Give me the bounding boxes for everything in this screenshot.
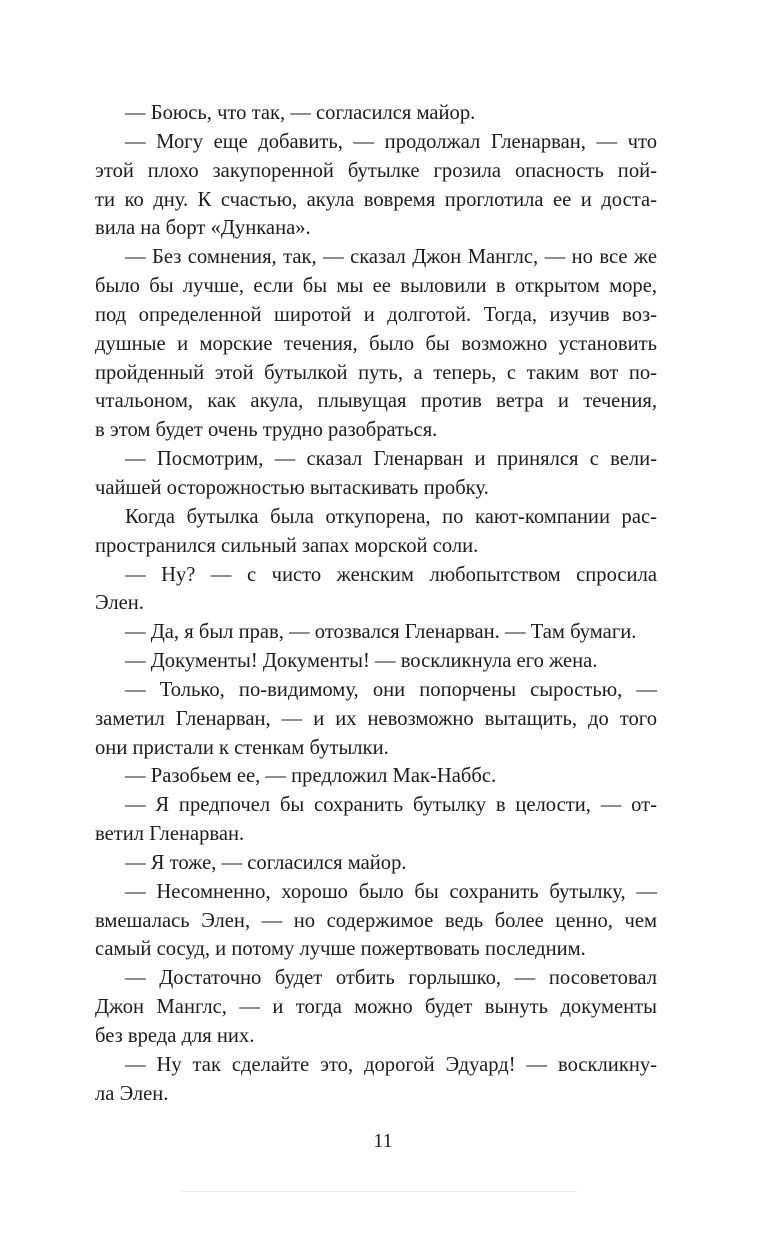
text-line: ветил Гленарван.: [95, 823, 245, 846]
text-line: вмешалась Элен, — но содержимое ведь более ценно, чем: [95, 909, 657, 932]
footer-divider: [182, 1191, 577, 1192]
text-line: под определенной широтой и долготой. Тогда, изучив воз-: [95, 303, 657, 326]
body-text: [95, 99, 657, 1109]
text-line: — Я тоже, — согласился майор.: [125, 851, 407, 874]
text-line: они пристали к стенкам бутылки.: [95, 736, 389, 759]
text-line: ти ко дну. К счастью, акула вовремя проглотила ее и доста-: [95, 188, 657, 211]
text-line: — Могу еще добавить, — продолжал Гленарван, — что: [125, 130, 657, 153]
text-line: вила на борт «Дункана».: [95, 217, 311, 240]
text-line: — Только, по-видимому, они попорчены сыростью, —: [125, 678, 657, 701]
text-line: этой плохо закупоренной бутылке грозила опасность пой-: [95, 159, 657, 182]
text-line: самый сосуд, и потому лучше пожертвовать последним.: [95, 938, 586, 961]
text-line: в этом будет очень трудно разобраться.: [95, 419, 438, 442]
text-line: — Ну так сделайте это, дорогой Эдуард! — воскликну-: [125, 1053, 657, 1076]
text-line: без вреда для них.: [95, 1025, 255, 1047]
text-line: — Разобьем ее, — предложил Мак-Наббс.: [125, 765, 497, 788]
text-line: — Без сомнения, так, — сказал Джон Манглс, — но все же: [125, 246, 657, 269]
text-line: ла Элен.: [95, 1082, 169, 1105]
text-line: чайшей осторожностью вытаскивать пробку.: [95, 476, 489, 499]
text-line: заметил Гленарван, — и их невозможно вытащить, до того: [95, 707, 657, 730]
text-line: — Достаточно будет отбить горлышко, — посоветовал: [125, 967, 657, 990]
text-line: — Посмотрим, — сказал Гленарван и принялся с вели-: [125, 448, 657, 471]
text-line: Элен.: [95, 592, 144, 615]
text-line: Джон Манглс, — и тогда можно будет вынуть документы: [95, 996, 657, 1019]
page-number: 11: [373, 1130, 393, 1152]
text-line: пространился сильный запах морской соли.: [95, 534, 479, 557]
text-line: — Ну? — с чисто женским любопытством спросила: [125, 563, 657, 586]
text-line: душные и морские течения, было бы возможно установить: [95, 332, 657, 355]
text-line: — Документы! Документы! — воскликнула его жена.: [125, 650, 598, 673]
text-line: — Несомненно, хорошо было бы сохранить бутылку, —: [125, 880, 657, 903]
text-line: — Боюсь, что так, — согласился майор.: [125, 102, 476, 124]
text-line: чтальоном, как акула, плывущая против ветра и течения,: [95, 390, 657, 413]
text-line: Когда бутылка была откупорена, по кают-компании рас-: [125, 505, 657, 528]
text-line: — Да, я был прав, — отозвался Гленарван. — Там бумаги.: [125, 621, 637, 644]
text-line: было бы лучше, если бы мы ее выловили в открытом море,: [95, 275, 657, 298]
text-line: пройденный этой бутылкой путь, а теперь, с таким вот по-: [95, 361, 657, 384]
text-line: — Я предпочел бы сохранить бутылку в целости, — от-: [125, 794, 657, 817]
